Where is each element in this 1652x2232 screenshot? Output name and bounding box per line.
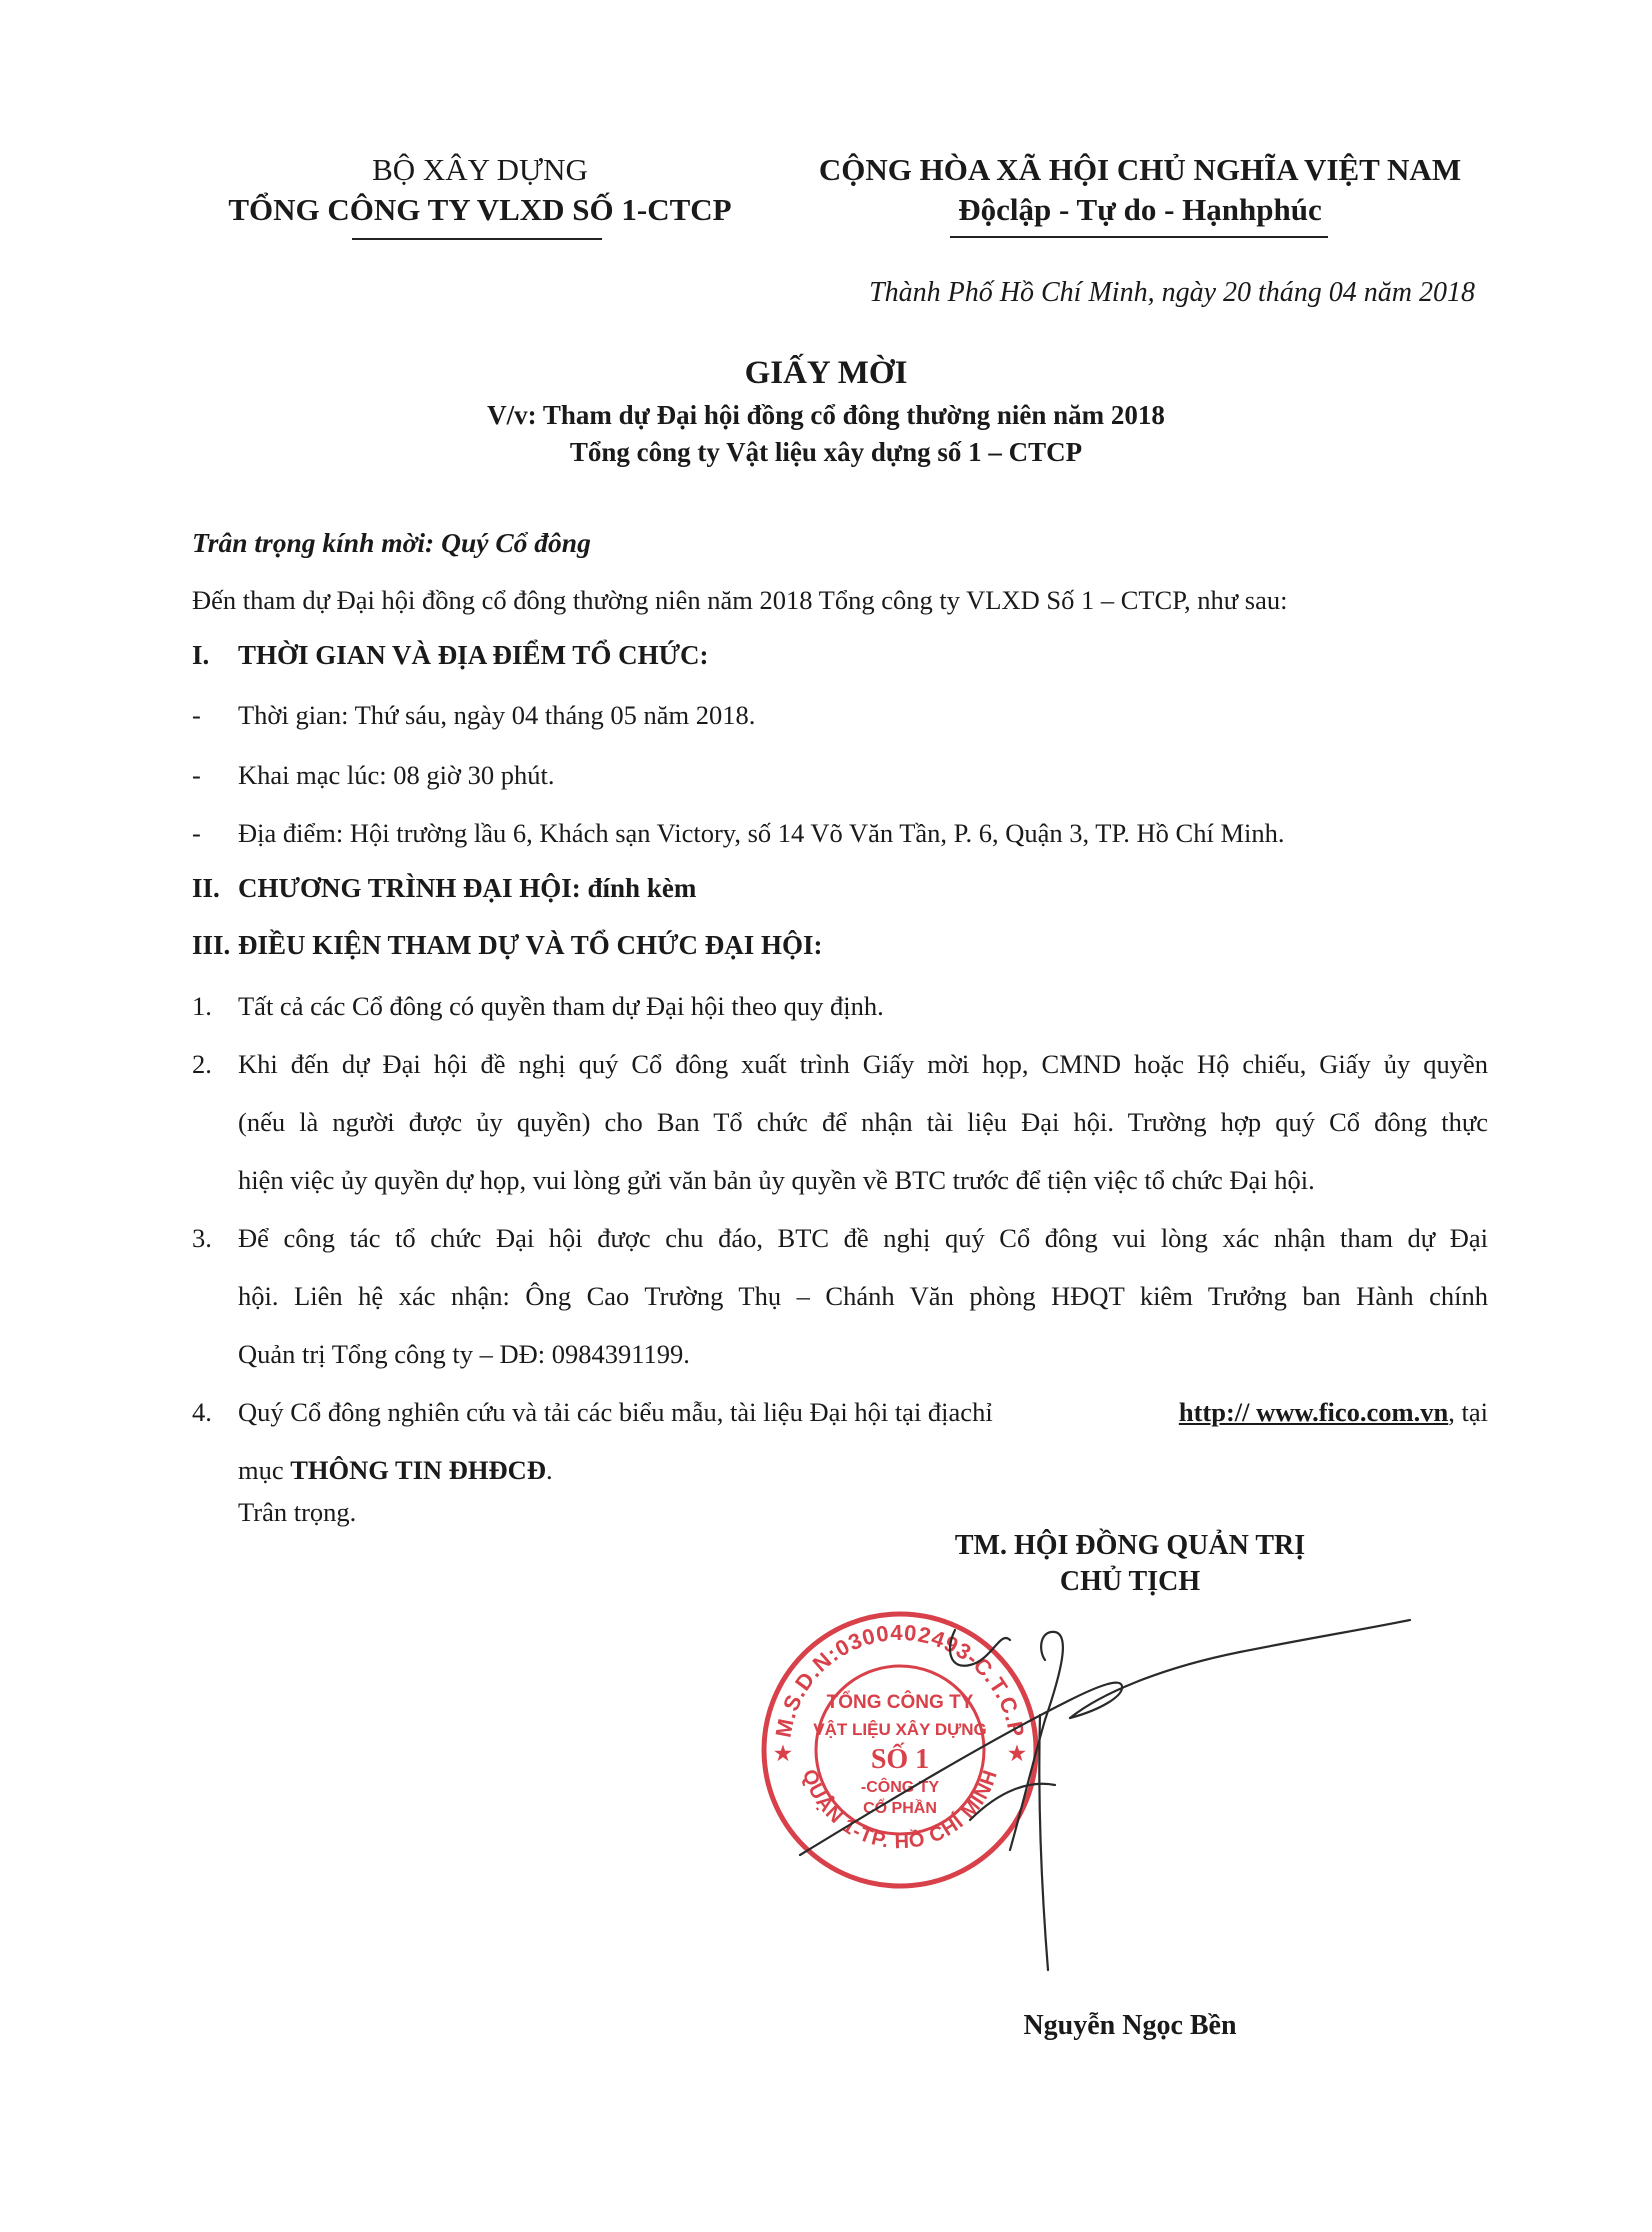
section-3-title: ĐIỀU KIỆN THAM DỰ VÀ TỔ CHỨC ĐẠI HỘI: (238, 930, 823, 960)
section-1-title: THỜI GIAN VÀ ĐỊA ĐIỂM TỔ CHỨC: (238, 640, 709, 670)
subject-line-2: Tổng công ty Vật liệu xây dựng số 1 – CTCP (569, 437, 1083, 467)
item-2-number: 2. (192, 1049, 212, 1079)
ministry-name: BỘ XÂY DỰNG (372, 152, 588, 187)
section-3-number: III. (192, 930, 231, 960)
time-item: Thời gian: Thứ sáu, ngày 04 tháng 05 năm 2018. (238, 700, 756, 730)
svg-text:VẬT LIỆU XÂY DỰNG: VẬT LIỆU XÂY DỰNG (813, 1720, 987, 1739)
section-2-number: II. (192, 873, 220, 903)
venue-item: Địa điểm: Hội trường lầu 6, Khách sạn Victory, số 14 Võ Văn Tần, P. 6, Quận 3, TP. Hồ Chí Minh. (238, 818, 1285, 848)
dash-bullet: - (192, 760, 201, 790)
svg-text:CỔ PHẦN: CỔ PHẦN (863, 1800, 937, 1817)
signature-title-1: TM. HỘI ĐỒNG QUẢN TRỊ (954, 1530, 1306, 1561)
item-3-line-3: Quản trị Tổng công ty – DĐ: 0984391199. (238, 1339, 690, 1369)
item-2-line-1: Khi đến dự Đại hội đề nghị quý Cổ đông xuất trình Giấy mời họp, CMND hoặc Hộ chiếu, Giấy ủy quyền (238, 1049, 1488, 1079)
header-left-underline (352, 238, 602, 240)
intro-paragraph: Đến tham dự Đại hội đồng cổ đông thường niên năm 2018 Tổng công ty VLXD Số 1 – CTCP, như sau: (192, 585, 1288, 615)
website-link[interactable]: http:// www.fico.com.vn (1178, 1397, 1449, 1427)
svg-text:★: ★ (774, 1743, 792, 1765)
document-title: GIẤY MỜI (744, 355, 908, 391)
svg-text:★: ★ (1008, 1743, 1026, 1765)
item-4-line-1-text: Quý Cổ đông nghiên cứu và tải các biểu mẫu, tài liệu Đại hội tại địachỉ (238, 1397, 993, 1427)
item-4-line-1 (238, 1394, 1488, 1430)
info-section-name: THÔNG TIN ĐHĐCĐ (290, 1455, 546, 1485)
signer-name: Nguyễn Ngọc Bền (1023, 2010, 1237, 2041)
item-2-line-3: hiện việc ủy quyền dự họp, vui lòng gửi văn bản ủy quyền về BTC trước để tiện việc tổ chức Đại hội. (238, 1165, 1315, 1195)
republic-name: CỘNG HÒA XÃ HỘI CHỦ NGHĨA VIỆT NAM (818, 152, 1462, 187)
item-2-line-2: (nếu là người được ủy quyền) cho Ban Tổ chức để nhận tài liệu Đại hội. Trường hợp quý Cổ đông thực (238, 1107, 1488, 1137)
svg-text:SỐ 1: SỐ 1 (870, 1744, 930, 1775)
header-right-underline (950, 236, 1328, 238)
item-3-number: 3. (192, 1223, 212, 1253)
svg-text:-CÔNG TY: -CÔNG TY (860, 1779, 940, 1796)
item-4-number: 4. (192, 1397, 212, 1427)
item-1-number: 1. (192, 991, 212, 1021)
svg-text:TỔNG CÔNG TY: TỔNG CÔNG TY (826, 1692, 974, 1713)
greeting: Trân trọng kính mời: Quý Cổ đông (192, 527, 591, 558)
item-3-line-1: Để công tác tổ chức Đại hội được chu đáo, BTC đề nghị quý Cổ đông vui lòng xác nhận tham dự Đại (238, 1223, 1488, 1253)
item-4-line-2-suffix: . (545, 1455, 553, 1485)
item-4-line-1-link-group (1179, 1394, 1488, 1430)
item-4-line-1-suffix: , tại (1448, 1397, 1488, 1427)
dash-bullet: - (192, 700, 201, 730)
subject-line-1: V/v: Tham dự Đại hội đồng cổ đông thường niên năm 2018 (487, 400, 1165, 430)
date-line: Thành Phố Hồ Chí Minh, ngày 20 tháng 04 năm 2018 (869, 277, 1475, 308)
opening-item: Khai mạc lúc: 08 giờ 30 phút. (238, 760, 555, 790)
item-4-line-2 (238, 1452, 553, 1488)
item-3-line-2: hội. Liên hệ xác nhận: Ông Cao Trường Thụ – Chánh Văn phòng HĐQT kiêm Trưởng ban Hành chính (238, 1281, 1488, 1311)
section-1-number: I. (192, 640, 210, 670)
section-2-title: CHƯƠNG TRÌNH ĐẠI HỘI: đính kèm (238, 873, 697, 903)
company-name: TỔNG CÔNG TY VLXD SỐ 1-CTCP (228, 192, 732, 227)
item-1-text: Tất cả các Cổ đông có quyền tham dự Đại hội theo quy định. (238, 991, 884, 1021)
svg-text:M.S.D.N:0300402493-C.T.C.P: M.S.D.N:0300402493-C.T.C.P (770, 1619, 1030, 1740)
svg-text:QUẬN 1-TP. HỒ CHÍ MINH: QUẬN 1-TP. HỒ CHÍ MINH (797, 1766, 1003, 1854)
closing-text: Trân trọng. (238, 1497, 357, 1527)
dash-bullet: - (192, 818, 201, 848)
item-4-line-2-prefix: mục (238, 1455, 284, 1485)
signature-title-2: CHỦ TỊCH (1059, 1566, 1201, 1597)
handwritten-signature (770, 1590, 1420, 2010)
national-motto: Độclập - Tự do - Hạnhphúc (958, 192, 1322, 227)
